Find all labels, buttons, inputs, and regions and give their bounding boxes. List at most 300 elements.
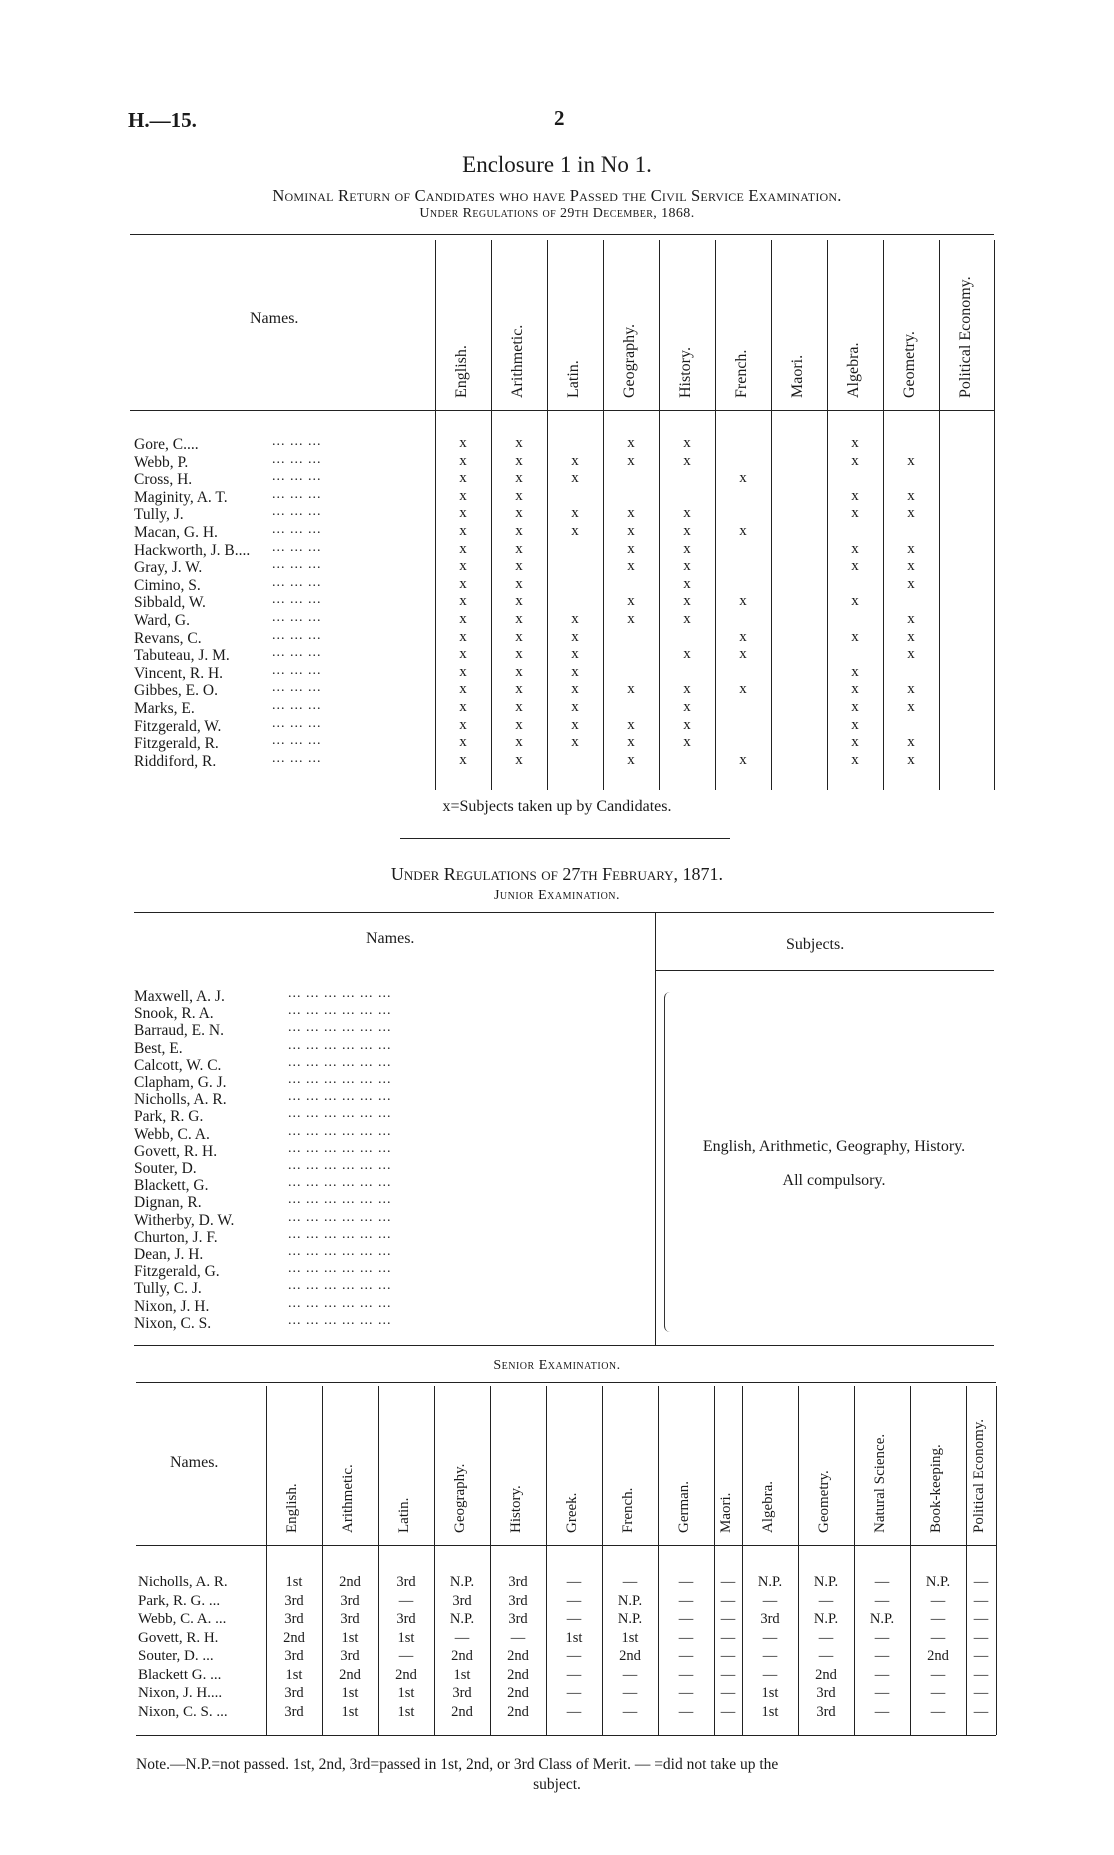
- result-cell: —: [566, 1703, 582, 1720]
- leader-dots: ... ... ... ... ... ...: [288, 1020, 392, 1036]
- result-cell: —: [874, 1685, 890, 1701]
- candidate-name: Nixon, J. H....: [138, 1685, 223, 1701]
- junior-bottom-rule: [134, 1345, 994, 1346]
- senior-subject-header: Natural Science.: [872, 1433, 888, 1533]
- candidate-name: Park, R. G.: [134, 1108, 204, 1126]
- subject-mark: x: [459, 716, 467, 733]
- result-cell: 2nd: [451, 1648, 473, 1664]
- subject-mark: x: [515, 540, 523, 557]
- section2-heading: Under Regulations of 27th February, 1871.: [390, 864, 724, 884]
- section1-header-rule: [130, 410, 994, 411]
- subject-mark: x: [515, 681, 523, 698]
- junior-names-header: Names.: [366, 930, 415, 947]
- subject-mark: x: [851, 435, 859, 451]
- senior-names-header: Names.: [170, 1454, 219, 1471]
- candidate-name: Nixon, J. H.: [134, 1297, 210, 1315]
- subject-mark: x: [739, 470, 747, 487]
- candidate-name: Hackworth, J. B....: [134, 541, 251, 559]
- result-cell: 3rd: [396, 1611, 416, 1627]
- section1-subject-header: Latin.: [565, 360, 582, 398]
- subject-mark: x: [683, 540, 691, 557]
- result-cell: 2nd: [507, 1666, 529, 1683]
- result-cell: 3rd: [508, 1592, 528, 1609]
- subject-mark: x: [571, 681, 579, 698]
- candidate-name: Webb, C. A.: [134, 1125, 210, 1143]
- result-cell: 2nd: [283, 1629, 305, 1646]
- page-number: 2: [554, 106, 565, 130]
- subject-mark: x: [459, 663, 467, 680]
- leader-dots: ... ... ...: [272, 451, 322, 467]
- subject-mark: x: [851, 628, 859, 645]
- result-cell: 2nd: [507, 1703, 529, 1720]
- result-cell: 1st: [285, 1666, 303, 1683]
- result-cell: —: [622, 1666, 638, 1683]
- candidate-name: Webb, P.: [134, 453, 189, 471]
- subject-mark: x: [851, 716, 859, 733]
- subject-mark: x: [907, 540, 915, 557]
- result-cell: 2nd: [395, 1666, 417, 1683]
- result-cell: —: [930, 1592, 946, 1609]
- list-item: [0, 1312, 660, 1332]
- result-cell: 3rd: [284, 1703, 304, 1720]
- subject-mark: x: [851, 505, 859, 522]
- leader-dots: ... ... ...: [272, 750, 322, 766]
- subject-mark: x: [515, 716, 523, 733]
- result-cell: 3rd: [340, 1648, 360, 1664]
- table-row: [0, 436, 1114, 454]
- candidate-name: Nixon, C. S. ...: [138, 1703, 228, 1720]
- result-cell: —: [720, 1592, 736, 1609]
- candidate-name: Clapham, G. J.: [134, 1074, 227, 1091]
- subject-mark: x: [459, 558, 467, 575]
- result-cell: —: [762, 1648, 778, 1664]
- result-cell: —: [762, 1629, 778, 1646]
- subject-mark: x: [739, 628, 747, 645]
- result-cell: —: [874, 1629, 890, 1646]
- result-cell: —: [973, 1666, 989, 1683]
- note-line1: Note.—N.P.=not passed. 1st, 2nd, 3rd=passed in 1st, 2nd, or 3rd Class of Merit. — =did not take up the: [136, 1756, 779, 1773]
- candidate-name: Govett, R. H.: [138, 1629, 219, 1646]
- result-cell: —: [973, 1629, 989, 1646]
- result-cell: —: [622, 1574, 638, 1590]
- result-cell: —: [398, 1648, 414, 1664]
- result-cell: —: [874, 1666, 890, 1683]
- subject-mark: x: [571, 646, 579, 663]
- candidate-name: Webb, C. A. ...: [138, 1611, 227, 1627]
- leader-dots: ... ... ...: [272, 469, 322, 485]
- leader-dots: ... ... ...: [272, 733, 322, 749]
- result-cell: —: [678, 1685, 694, 1701]
- subject-mark: x: [683, 505, 691, 522]
- table-row: [0, 750, 1114, 771]
- subject-mark: x: [907, 558, 915, 575]
- subject-mark: x: [907, 646, 915, 663]
- result-cell: 1st: [397, 1685, 415, 1701]
- subject-mark: x: [851, 487, 859, 504]
- subject-mark: x: [571, 470, 579, 487]
- subject-mark: x: [851, 751, 859, 768]
- document-subtitle: Nominal Return of Candidates who have Passed the Civil Service Examination.: [272, 186, 842, 205]
- subject-mark: x: [515, 646, 523, 663]
- leader-dots: ... ... ... ... ... ...: [288, 1089, 392, 1105]
- senior-subject-header: Maori.: [718, 1492, 734, 1533]
- subject-mark: x: [683, 593, 691, 610]
- candidate-name: Vincent, R. H.: [134, 664, 224, 682]
- result-cell: —: [930, 1611, 946, 1627]
- candidate-name: Nicholls, A. R.: [138, 1574, 228, 1590]
- result-cell: —: [720, 1685, 736, 1701]
- subject-mark: x: [851, 593, 859, 610]
- candidate-name: Tully, C. J.: [134, 1280, 202, 1298]
- subject-mark: x: [459, 593, 467, 610]
- subject-mark: x: [459, 452, 467, 469]
- result-cell: N.P.: [869, 1611, 895, 1627]
- subject-mark: x: [459, 611, 467, 627]
- subject-mark: x: [515, 751, 523, 768]
- result-cell: 1st: [397, 1629, 415, 1646]
- subject-mark: x: [571, 611, 579, 627]
- subject-mark: x: [515, 663, 523, 680]
- subject-mark: x: [851, 540, 859, 557]
- candidate-name: Govett, R. H.: [134, 1142, 218, 1160]
- subject-mark: x: [907, 628, 915, 645]
- candidate-name: Cimino, S.: [134, 576, 201, 594]
- subject-mark: x: [459, 646, 467, 663]
- subject-mark: x: [683, 716, 691, 733]
- candidate-name: Best, E.: [134, 1039, 183, 1057]
- subject-mark: x: [851, 734, 859, 751]
- subject-mark: x: [515, 558, 523, 575]
- subject-mark: x: [851, 452, 859, 469]
- candidate-name: Tully, J.: [134, 506, 184, 524]
- result-cell: 1st: [453, 1666, 471, 1683]
- result-cell: 3rd: [816, 1685, 836, 1701]
- candidate-name: Macan, G. H.: [134, 524, 218, 541]
- result-cell: 1st: [341, 1703, 359, 1720]
- leader-dots: ... ... ...: [272, 539, 322, 555]
- result-cell: N.P.: [617, 1592, 643, 1609]
- leader-dots: ... ... ...: [272, 662, 322, 678]
- leader-dots: ... ... ... ... ... ...: [288, 1226, 392, 1242]
- table-row: [0, 574, 1114, 595]
- candidate-name: Snook, R. A.: [134, 1005, 214, 1023]
- leader-dots: ... ... ... ... ... ...: [288, 1140, 392, 1156]
- subject-mark: x: [515, 611, 523, 627]
- result-cell: 3rd: [452, 1592, 472, 1609]
- leader-dots: ... ... ...: [272, 627, 322, 643]
- senior-top-rule: [136, 1382, 996, 1383]
- subject-mark: x: [683, 575, 691, 592]
- result-cell: —: [678, 1611, 694, 1627]
- subject-mark: x: [459, 523, 467, 539]
- leader-dots: ... ... ...: [272, 486, 322, 502]
- subject-mark: x: [907, 681, 915, 698]
- result-cell: 3rd: [340, 1611, 360, 1627]
- subject-mark: x: [515, 628, 523, 645]
- subject-mark: x: [459, 470, 467, 487]
- senior-subject-header: Geometry.: [816, 1470, 832, 1533]
- result-cell: 1st: [761, 1685, 779, 1701]
- senior-subject-header: Geography.: [452, 1463, 468, 1533]
- subject-mark: x: [459, 435, 467, 451]
- subject-mark: x: [627, 523, 635, 539]
- table-row: [0, 471, 1114, 489]
- result-cell: —: [678, 1666, 694, 1683]
- section1-subject-header: Political Economy.: [956, 276, 974, 398]
- subject-mark: x: [683, 681, 691, 698]
- candidate-name: Gray, J. W.: [134, 559, 203, 577]
- senior-subject-header: English.: [284, 1483, 300, 1533]
- result-cell: N.P.: [925, 1574, 951, 1590]
- subject-mark: x: [739, 593, 747, 610]
- table-row: [0, 662, 1114, 683]
- leader-dots: ... ... ...: [272, 645, 322, 661]
- senior-subject-header: History.: [508, 1485, 524, 1533]
- result-cell: —: [818, 1629, 834, 1646]
- result-cell: —: [973, 1574, 989, 1590]
- candidate-name: Ward, G.: [134, 612, 190, 629]
- subject-mark: x: [515, 435, 523, 451]
- subject-mark: x: [683, 452, 691, 469]
- leader-dots: ... ... ... ... ... ...: [288, 1192, 392, 1208]
- senior-header-rule: [136, 1545, 996, 1546]
- candidate-name: Blackett G. ...: [138, 1666, 222, 1683]
- result-cell: —: [762, 1666, 778, 1683]
- leader-dots: ... ... ... ... ... ...: [288, 1244, 392, 1259]
- candidate-name: Gibbes, E. O.: [134, 682, 218, 700]
- result-cell: —: [720, 1629, 736, 1646]
- result-cell: 1st: [285, 1574, 303, 1590]
- result-cell: —: [566, 1648, 582, 1664]
- result-cell: —: [874, 1648, 890, 1664]
- table-row: [0, 506, 1114, 524]
- result-cell: —: [678, 1629, 694, 1646]
- subject-mark: x: [515, 505, 523, 522]
- result-cell: —: [930, 1666, 946, 1683]
- section1-subject-header: Arithmetic.: [509, 324, 526, 398]
- candidate-name: Dean, J. H.: [134, 1246, 204, 1263]
- leader-dots: ... ... ...: [272, 680, 322, 696]
- junior-top-rule: [134, 912, 994, 913]
- result-cell: —: [566, 1611, 582, 1627]
- subject-mark: x: [459, 681, 467, 698]
- subject-mark: x: [571, 716, 579, 733]
- candidate-name: Nixon, C. S.: [134, 1314, 212, 1332]
- candidate-name: Calcott, W. C.: [134, 1056, 222, 1074]
- senior-subject-header: German.: [676, 1480, 692, 1533]
- result-cell: —: [720, 1648, 736, 1664]
- subject-mark: x: [515, 734, 523, 751]
- senior-subject-header: Arithmetic.: [340, 1464, 356, 1533]
- result-cell: —: [930, 1685, 946, 1701]
- result-cell: 2nd: [619, 1648, 641, 1664]
- leader-dots: ... ... ... ... ... ...: [288, 1312, 392, 1328]
- subject-mark: x: [459, 505, 467, 522]
- candidate-name: Blackett, G.: [134, 1177, 209, 1195]
- result-cell: 3rd: [508, 1611, 528, 1627]
- table-row: [0, 539, 1114, 560]
- result-cell: —: [398, 1592, 414, 1609]
- result-cell: 3rd: [284, 1592, 304, 1609]
- result-cell: —: [818, 1592, 834, 1609]
- result-cell: —: [973, 1592, 989, 1609]
- result-cell: —: [566, 1666, 582, 1683]
- table-row: [0, 1648, 1114, 1667]
- section1-subject-header: Maori.: [789, 354, 806, 398]
- subject-mark: x: [683, 734, 691, 751]
- table-row: [0, 627, 1114, 648]
- subject-mark: x: [515, 699, 523, 715]
- result-cell: 3rd: [452, 1685, 472, 1701]
- result-cell: 1st: [621, 1629, 639, 1646]
- subject-mark: x: [907, 611, 915, 627]
- table-row: [0, 735, 1114, 753]
- result-cell: 3rd: [508, 1574, 528, 1590]
- result-cell: —: [720, 1574, 736, 1590]
- result-cell: —: [874, 1703, 890, 1720]
- candidate-name: Witherby, D. W.: [134, 1211, 235, 1229]
- subject-mark: x: [627, 540, 635, 557]
- subject-mark: x: [627, 452, 635, 469]
- result-cell: 3rd: [396, 1574, 416, 1590]
- result-cell: 2nd: [507, 1648, 529, 1664]
- result-cell: —: [622, 1703, 638, 1720]
- leader-dots: ... ... ... ... ... ...: [288, 1037, 392, 1053]
- junior-header-rule: [655, 970, 994, 971]
- result-cell: 1st: [761, 1703, 779, 1720]
- table-row: [0, 1630, 1114, 1649]
- candidate-name: Gore, C....: [134, 436, 199, 453]
- result-cell: —: [720, 1703, 736, 1720]
- result-cell: —: [874, 1592, 890, 1609]
- subject-mark: x: [571, 699, 579, 715]
- result-cell: —: [678, 1648, 694, 1664]
- result-cell: N.P.: [449, 1611, 475, 1627]
- result-cell: —: [720, 1666, 736, 1683]
- result-cell: 1st: [397, 1703, 415, 1720]
- leader-dots: ... ... ...: [272, 610, 322, 625]
- grouping-brace: [664, 992, 675, 1332]
- table-row: [0, 486, 1114, 507]
- candidate-name: Maxwell, A. J.: [134, 988, 225, 1005]
- senior-subject-header: Book-keeping.: [928, 1444, 944, 1533]
- table-row: [0, 715, 1114, 736]
- result-cell: —: [930, 1703, 946, 1720]
- senior-subject-header: French.: [620, 1487, 636, 1533]
- leader-dots: ... ... ... ... ... ...: [288, 1261, 392, 1277]
- candidate-name: Nicholls, A. R.: [134, 1091, 227, 1109]
- leader-dots: ... ... ... ... ... ...: [288, 1209, 392, 1225]
- candidate-name: Park, R. G. ...: [138, 1592, 221, 1609]
- leader-dots: ... ... ... ... ... ...: [288, 1003, 392, 1019]
- result-cell: —: [454, 1629, 470, 1646]
- subject-mark: x: [683, 435, 691, 451]
- subject-mark: x: [683, 558, 691, 575]
- subject-mark: x: [571, 734, 579, 751]
- subject-mark: x: [459, 734, 467, 751]
- subject-mark: x: [683, 523, 691, 539]
- table-row: [0, 1685, 1114, 1704]
- result-cell: N.P.: [617, 1611, 643, 1627]
- leader-dots: ... ... ... ... ... ...: [288, 1278, 392, 1294]
- candidate-name: Sibbald, W.: [134, 594, 206, 612]
- leader-dots: ... ... ...: [272, 574, 322, 590]
- section1-subject-header: History.: [677, 347, 694, 398]
- leader-dots: ... ... ... ... ... ...: [288, 1295, 392, 1311]
- result-cell: N.P.: [813, 1574, 839, 1590]
- section1-subject-header: French.: [733, 349, 750, 398]
- document-title: Enclosure 1 in No 1.: [462, 152, 652, 177]
- senior-subject-header: Algebra.: [760, 1480, 776, 1533]
- result-cell: 3rd: [816, 1703, 836, 1720]
- candidate-name: Souter, D.: [134, 1160, 197, 1177]
- result-cell: —: [973, 1611, 989, 1627]
- candidate-name: Revans, C.: [134, 629, 202, 647]
- result-cell: 1st: [341, 1685, 359, 1701]
- note-line2: subject.: [533, 1776, 581, 1793]
- senior-bottom-rule: [136, 1735, 996, 1736]
- candidate-name: Barraud, E. N.: [134, 1022, 224, 1040]
- subject-mark: x: [851, 681, 859, 698]
- leader-dots: ... ... ... ... ... ...: [288, 1123, 392, 1139]
- leader-dots: ... ... ...: [272, 557, 322, 573]
- table-row: [0, 682, 1114, 700]
- result-cell: 3rd: [340, 1592, 360, 1609]
- subject-mark: x: [515, 452, 523, 469]
- subject-mark: x: [571, 505, 579, 522]
- result-cell: —: [678, 1574, 694, 1590]
- subject-mark: x: [627, 593, 635, 610]
- section-divider: [400, 838, 730, 839]
- result-cell: —: [973, 1648, 989, 1664]
- candidate-name: Tabuteau, J. M.: [134, 647, 230, 665]
- result-cell: —: [510, 1629, 526, 1646]
- result-cell: 1st: [341, 1629, 359, 1646]
- table-row: [0, 594, 1114, 612]
- result-cell: 2nd: [339, 1666, 361, 1683]
- subject-mark: x: [739, 646, 747, 663]
- candidate-name: Souter, D. ...: [138, 1648, 214, 1664]
- table-row: [0, 1574, 1114, 1593]
- subject-mark: x: [627, 751, 635, 768]
- subject-mark: x: [627, 505, 635, 522]
- result-cell: 2nd: [451, 1703, 473, 1720]
- senior-subject-header: Political Economy.: [971, 1418, 987, 1533]
- result-cell: 3rd: [284, 1611, 304, 1627]
- subject-mark: x: [571, 628, 579, 645]
- junior-subjects-line1: English, Arithmetic, Geography, History.: [702, 1138, 966, 1155]
- leader-dots: ... ... ... ... ... ...: [288, 986, 392, 1001]
- subject-mark: x: [459, 575, 467, 592]
- result-cell: N.P.: [813, 1611, 839, 1627]
- result-cell: —: [818, 1648, 834, 1664]
- subject-mark: x: [739, 523, 747, 539]
- subject-mark: x: [571, 452, 579, 469]
- candidate-name: Riddiford, R.: [134, 752, 217, 770]
- result-cell: —: [678, 1592, 694, 1609]
- subject-mark: x: [907, 505, 915, 522]
- result-cell: 2nd: [507, 1685, 529, 1701]
- candidate-name: Marks, E.: [134, 700, 195, 717]
- leader-dots: ... ... ... ... ... ...: [288, 1054, 392, 1070]
- result-cell: —: [566, 1592, 582, 1609]
- section1-names-header: Names.: [250, 310, 299, 327]
- candidate-name: Maginity, A. T.: [134, 488, 228, 506]
- junior-subjects-line2: All compulsory.: [782, 1172, 886, 1189]
- subject-mark: x: [627, 716, 635, 733]
- result-cell: 2nd: [339, 1574, 361, 1590]
- junior-heading: Junior Examination.: [493, 888, 621, 903]
